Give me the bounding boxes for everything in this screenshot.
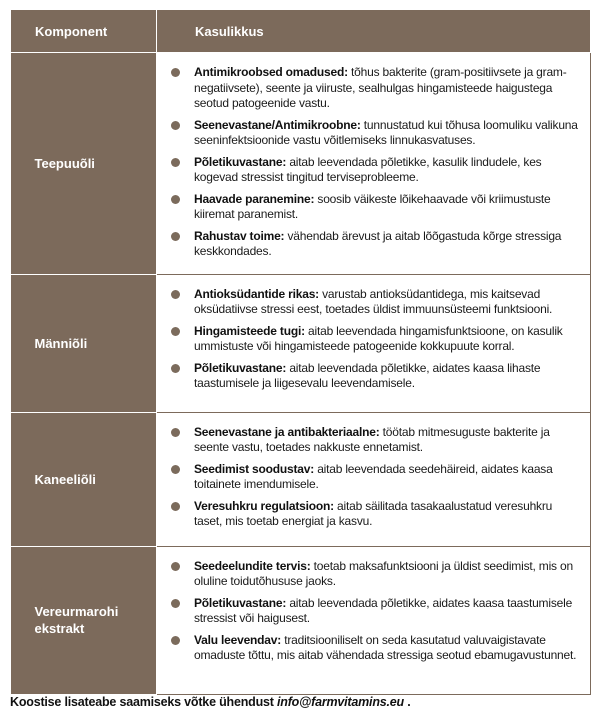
table-row [11,274,591,412]
benefit-title: Seedeelundite tervis: [194,558,311,573]
benefit-title: Hingamisteede tugi: [194,323,305,338]
component-name: Teepuuõli [11,53,157,275]
bullet-icon [171,502,180,511]
table-row [11,546,591,694]
benefit-list [171,65,578,260]
list-item [171,229,578,260]
benefit-text: aitab leevendada põletikke, kasulik lindudele, kes kogevad stressist tingitud terviseprobleeme. [194,154,542,184]
components-table [10,9,591,695]
benefit-title: Põletikuvastane: [194,154,287,169]
benefit-text: aitab leevendada hingamisfunktsioone, on kasulik ummistuste või hingamisteede patogeenide kokkupuute korral. [194,323,563,353]
footer-text: Koostise lisateabe saamiseks võtke ühendust [10,695,274,709]
benefit-cell [157,546,591,694]
benefit-text: toetab maksafunktsiooni ja üldist seedimist, mis on oluline toidutõhususe jaoks. [194,558,573,588]
bullet-icon [171,428,180,437]
benefit-title: Seenevastane/Antimikroobne: [194,117,361,132]
list-item [171,425,578,456]
list-item [171,559,578,590]
list-item [171,462,578,493]
benefit-cell [157,274,591,412]
table-header-row [11,10,591,53]
list-item [171,65,578,112]
table-row [11,53,591,275]
benefit-title: Antioksüdantide rikas: [194,286,319,301]
benefit-list [171,425,578,530]
benefit-text: aitab leevendada põletikke, aidates kaasa lihaste taastumisele ja liigesevalu leevendamisele. [194,360,541,390]
benefit-cell [157,412,591,546]
benefit-text: aitab leevendada seedehäireid, aidates kaasa toitainete imendumisele. [194,461,553,491]
list-item [171,192,578,223]
bullet-icon [171,327,180,336]
list-item [171,155,578,186]
list-item [171,499,578,530]
list-item [171,361,578,392]
list-item [171,118,578,149]
bullet-icon [171,158,180,167]
bullet-icon [171,562,180,571]
bullet-icon [171,195,180,204]
header-component: Komponent [11,10,157,53]
benefit-title: Haavade paranemine: [194,191,315,206]
benefit-list [171,287,578,392]
benefit-title: Rahustav toime: [194,228,285,243]
benefit-text: vähendab ärevust ja aitab lõõgastuda kõrge stressiga keskkondades. [194,228,562,258]
benefit-text: töötab mitmesuguste bakterite ja seente vastu, toetades nakkuste ennetamist. [194,424,550,454]
bullet-icon [171,68,180,77]
benefit-title: Valu leevendav: [194,632,282,647]
table-row [11,412,591,546]
bullet-icon [171,599,180,608]
bullet-icon [171,465,180,474]
benefit-title: Põletikuvastane: [194,595,287,610]
footer-email[interactable]: info@farmvitamins.eu [277,695,404,709]
benefit-text: aitab säilitada tasakaalustatud veresuhkru taset, mis toetab energiat ja kasvu. [194,498,553,528]
footer-end: . [407,695,411,709]
benefit-text: tunnustatud kui tõhusa loomuliku valikuna seeninfektsioonide vastu võitlemiseks linnukasvatuses. [194,117,578,147]
benefit-cell [157,53,591,275]
list-item [171,324,578,355]
list-item [171,596,578,627]
benefit-text: aitab leevendada põletikke, aidates kaasa taastumisele stressist või haigusest. [194,595,573,625]
bullet-icon [171,121,180,130]
benefit-title: Veresuhkru regulatsioon: [194,498,334,513]
benefit-title: Antimikroobsed omadused: [194,65,348,79]
footer-note [10,695,411,709]
component-name: Kaneeliõli [11,412,157,546]
benefit-text: tõhus bakterite (gram-positiivsete ja gram-negatiivsete), seente ja viiruste, sealhulgas hingamisteede haigustega seotud patogeenide vastu. [194,65,567,110]
component-name: Männiõli [11,274,157,412]
benefit-list [171,559,578,664]
header-benefit: Kasulikkus [157,10,591,53]
bullet-icon [171,364,180,373]
component-name: Vereurmarohi ekstrakt [11,546,157,694]
benefit-text: soosib väikeste lõikehaavade või kriimustuste kiiremat paranemist. [194,191,551,221]
bullet-icon [171,636,180,645]
benefit-title: Seenevastane ja antibakteriaalne: [194,424,380,439]
bullet-icon [171,290,180,299]
list-item [171,633,578,664]
benefit-text: traditsiooniliselt on seda kasutatud valuvaigistavate omaduste tõttu, mis aitab vähendada stressiga seotud ebamugavustunnet. [194,632,577,662]
list-item [171,287,578,318]
bullet-icon [171,232,180,241]
benefit-title: Seedimist soodustav: [194,461,315,476]
benefit-title: Põletikuvastane: [194,360,287,375]
benefit-text: varustab antioksüdantidega, mis kaitsevad oksüdatiivse stressi eest, toetades üldist immuunsüsteemi funktsiooni. [194,286,553,316]
